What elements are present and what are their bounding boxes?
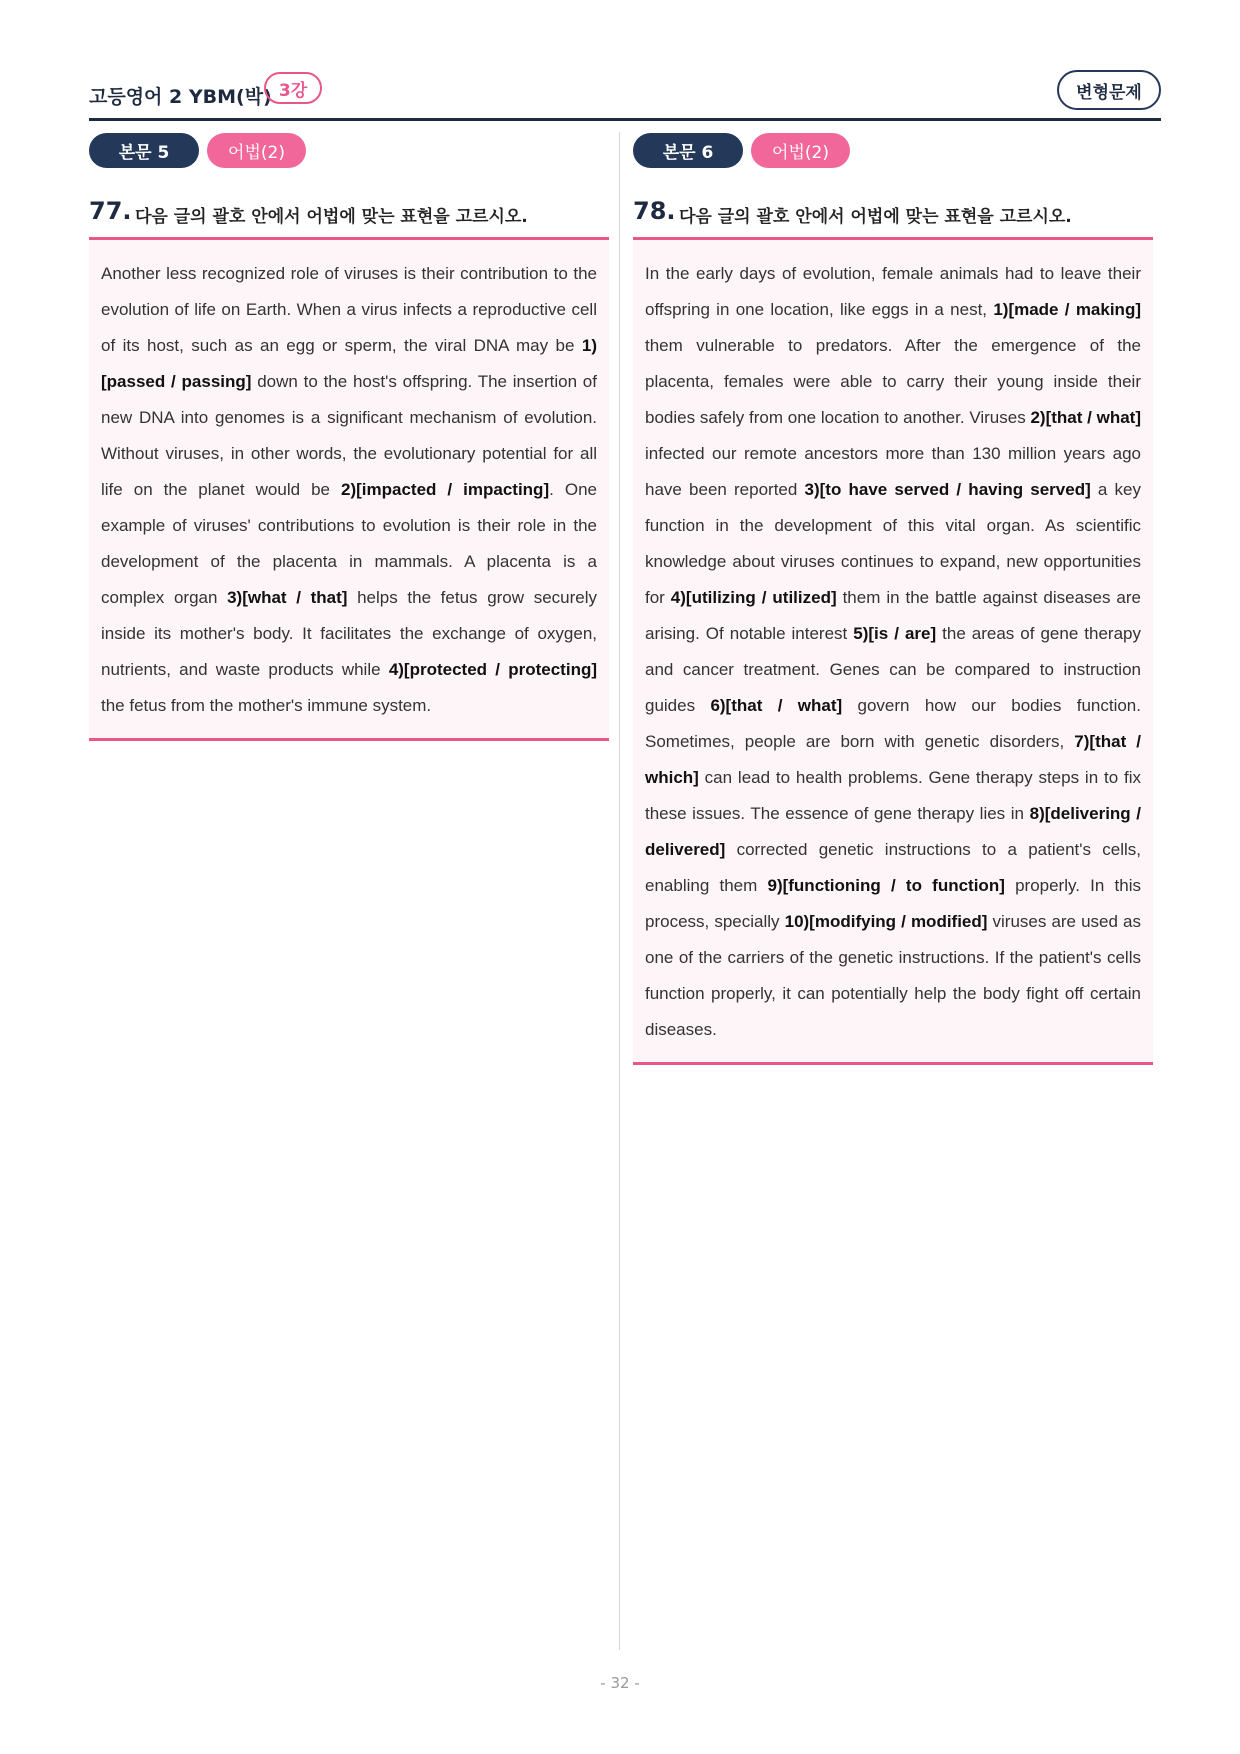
passage-text xyxy=(645,256,1141,1048)
passage-segment: down to the host's offspring. The insertion of new DNA into genomes is a significant mechanism of evolution. Without viruses, in other words, the evolutionary potential for all life on the planet would be xyxy=(101,372,597,499)
section-tag: 본문 6 xyxy=(633,133,743,168)
passage-text xyxy=(101,256,597,724)
choice-2: 2)[impacted / impacting] xyxy=(341,480,550,499)
choice-8: 8)[delivering / delivered] xyxy=(645,804,1142,859)
question-instruction: 다음 글의 괄호 안에서 어법에 맞는 표현을 고르시오. xyxy=(679,207,1072,227)
page-header xyxy=(89,70,1161,120)
question-header xyxy=(633,197,1153,233)
question-number: 78. xyxy=(633,197,676,225)
passage-segment: helps the fetus grow securely inside its mother's body. It facilitates the exchange of oxygen, nutrients, and waste products while xyxy=(101,588,597,679)
question-number: 77. xyxy=(89,197,132,225)
choice-10: 10)[modifying / modified] xyxy=(784,912,988,931)
type-tag: 어법(2) xyxy=(207,133,306,168)
page-number: - 32 - xyxy=(600,1674,640,1692)
passage-segment: infected our remote ancestors more than 130 million years ago have been reported xyxy=(645,444,1141,499)
header-rule xyxy=(89,118,1161,121)
choice-3: 3)[to have served / having served] xyxy=(804,480,1091,499)
book-title: 고등영어 2 YBM(박) xyxy=(89,86,272,108)
passage-segment: viruses are used as one of the carriers of the genetic instructions. If the patient's cells function properly, it can potentially help the body fight off certain diseases. xyxy=(645,912,1141,1039)
choice-3: 3)[what / that] xyxy=(227,588,348,607)
column-divider xyxy=(619,132,620,1650)
variant-badge: 변형문제 xyxy=(1057,70,1161,110)
passage-box xyxy=(633,237,1153,1065)
passage-segment: corrected genetic instructions to a patient's cells, enabling them xyxy=(645,840,1141,895)
passage-segment: In the early days of evolution, female animals had to leave their offspring in one location, like eggs in a nest, xyxy=(645,264,1141,319)
choice-7: 7)[that / which] xyxy=(645,732,1141,787)
choice-1: 1)[made / making] xyxy=(993,300,1141,319)
choice-4: 4)[protected / protecting] xyxy=(388,660,597,679)
section-tag: 본문 5 xyxy=(89,133,199,168)
choice-2: 2)[that / what] xyxy=(1030,408,1141,427)
passage-box xyxy=(89,237,609,741)
lesson-badge: 3강 xyxy=(264,72,322,104)
right-tags xyxy=(633,133,1153,169)
choice-9: 9)[functioning / to function] xyxy=(767,876,1005,895)
question-instruction: 다음 글의 괄호 안에서 어법에 맞는 표현을 고르시오. xyxy=(135,207,528,227)
right-column xyxy=(633,133,1153,1065)
passage-segment: them vulnerable to predators. After the emergence of the placenta, females were able to carry their young inside their bodies safely from one location to another. Viruses xyxy=(645,336,1141,427)
left-tags xyxy=(89,133,609,169)
left-column xyxy=(89,133,609,741)
passage-segment: govern how our bodies function. Sometimes, people are born with genetic disorders, xyxy=(645,696,1141,751)
passage-segment: the fetus from the mother's immune system. xyxy=(101,696,432,715)
passage-segment: a key function in the development of this vital organ. As scientific knowledge about viruses continues to expand, new opportunities for xyxy=(645,480,1141,607)
choice-4: 4)[utilizing / utilized] xyxy=(670,588,837,607)
choice-5: 5)[is / are] xyxy=(853,624,937,643)
type-tag: 어법(2) xyxy=(751,133,850,168)
passage-segment: the areas of gene therapy and cancer treatment. Genes can be compared to instruction guides xyxy=(645,624,1141,715)
passage-segment: Another less recognized role of viruses is their contribution to the evolution of life on Earth. When a virus infects a reproductive cell of its host, such as an egg or sperm, the viral DNA may be xyxy=(101,264,597,355)
choice-1: 1)[passed / passing] xyxy=(101,336,597,391)
passage-segment: . One example of viruses' contributions to evolution is their role in the development of the placenta in mammals. A placenta is a complex organ xyxy=(101,480,597,607)
passage-segment: properly. In this process, specially xyxy=(645,876,1141,931)
passage-segment: them in the battle against diseases are arising. Of notable interest xyxy=(645,588,1142,643)
choice-6: 6)[that / what] xyxy=(710,696,843,715)
passage-segment: can lead to health problems. Gene therapy steps in to fix these issues. The essence of gene therapy lies in xyxy=(645,768,1141,823)
question-header xyxy=(89,197,609,233)
